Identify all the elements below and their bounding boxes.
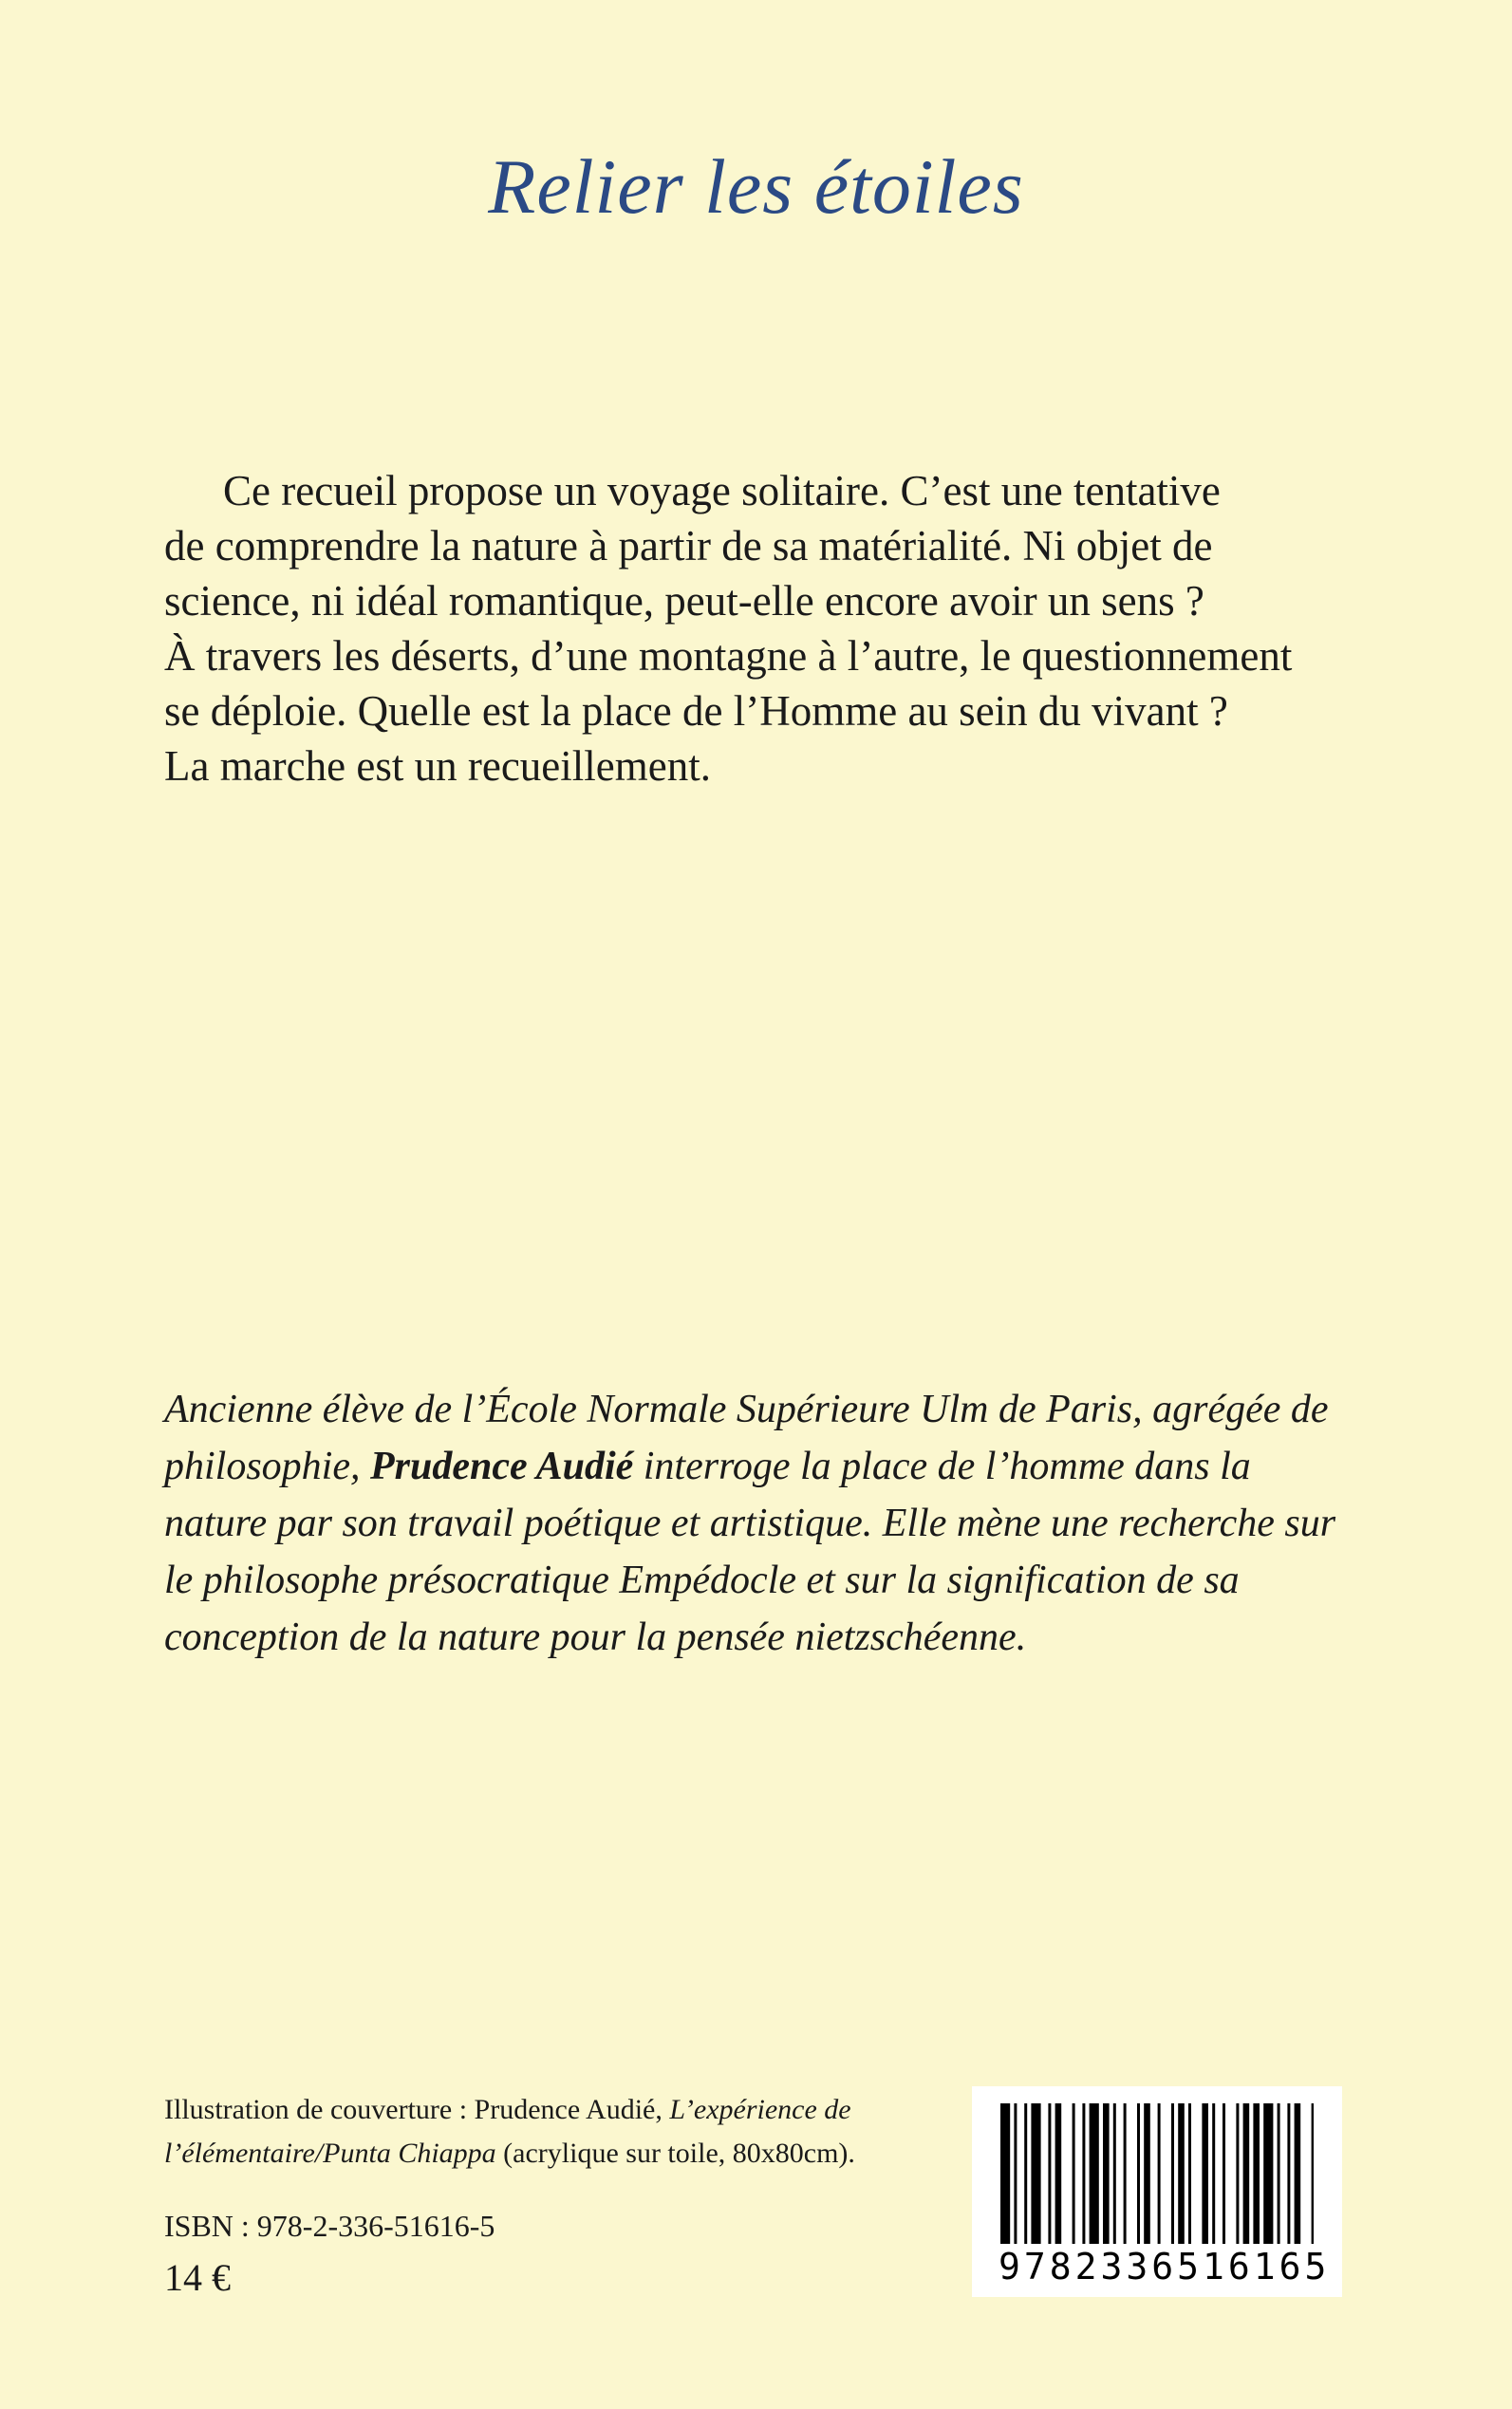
barcode-bar	[1188, 2103, 1191, 2244]
credit-suffix: (acrylique sur toile, 80x80cm).	[495, 2138, 855, 2169]
barcode-bar	[1278, 2103, 1280, 2244]
barcode-bar	[1253, 2103, 1260, 2244]
barcode-bar	[1295, 2103, 1301, 2244]
book-title: Relier les étoiles	[488, 143, 1024, 230]
barcode-bar	[1223, 2103, 1225, 2244]
blurb-line: science, ni idéal romantique, peut-elle encore avoir un sens ?	[164, 577, 1204, 625]
barcode-bar	[1212, 2103, 1215, 2244]
barcode-bars	[1000, 2103, 1314, 2246]
barcode-bar	[1243, 2103, 1250, 2244]
barcode-bar	[1073, 2103, 1075, 2244]
barcode-bar	[1124, 2103, 1127, 2244]
author-bio	[164, 1381, 1351, 1666]
barcode-bar	[1000, 2103, 1010, 2244]
barcode-bar	[1171, 2103, 1174, 2244]
barcode-bar	[1014, 2103, 1017, 2244]
barcode-bar	[1113, 2103, 1116, 2244]
barcode-bar	[1024, 2103, 1027, 2244]
barcode-bar	[1048, 2103, 1051, 2244]
barcode-bar	[1312, 2103, 1314, 2244]
barcode-bar	[1090, 2103, 1099, 2244]
barcode-bar	[1287, 2103, 1290, 2244]
isbn: ISBN : 978-2-336-51616-5	[164, 2209, 495, 2243]
barcode-bar	[1158, 2103, 1161, 2244]
barcode-bar	[1263, 2103, 1273, 2244]
barcode-bar	[1082, 2103, 1085, 2244]
barcode-digits: 9782336516165	[999, 2246, 1331, 2288]
barcode	[972, 2086, 1342, 2297]
bio-text: interroge la place de l’homme dans la nature par son travail poétique et artistique. Elle mène une recherche sur le philosophe présocratique Empédocle et sur la signification de sa conception de la nature pour la pensée nietzschéenne.	[164, 1445, 1336, 1659]
barcode-bar	[1031, 2103, 1040, 2244]
price: 14 €	[164, 2256, 231, 2299]
blurb-line: se déploie. Quelle est la place de l’Homme au sein du vivant ?	[164, 687, 1228, 735]
credit-work-title: L’expérience de l’élémentaire/Punta Chiappa	[164, 2094, 851, 2169]
blurb-line: À travers les déserts, d’une montagne à l’autre, le questionnement	[164, 632, 1293, 680]
blurb-line: Ce recueil propose un voyage solitaire. C’est une tentative	[223, 467, 1221, 514]
author-name: Prudence Audié	[370, 1445, 634, 1488]
barcode-bar	[1103, 2103, 1110, 2244]
bio-text: Ancienne élève de l’École Normale Supérieure Ulm de Paris, agrégée de philosophie,	[164, 1388, 1329, 1488]
blurb-line: de comprendre la nature à partir de sa matérialité. Ni objet de	[164, 522, 1213, 570]
barcode-bar	[1055, 2103, 1062, 2244]
cover-credit	[164, 2088, 924, 2176]
credit-prefix: Illustration de couverture : Prudence Audié,	[164, 2094, 670, 2125]
barcode-bar	[1236, 2103, 1239, 2244]
barcode-bar	[1137, 2103, 1140, 2244]
blurb-line: La marche est un recueillement.	[164, 742, 711, 790]
barcode-bar	[1202, 2103, 1208, 2244]
barcode-bar	[1178, 2103, 1185, 2244]
barcode-bar	[1144, 2103, 1150, 2244]
book-blurb	[164, 463, 1351, 794]
